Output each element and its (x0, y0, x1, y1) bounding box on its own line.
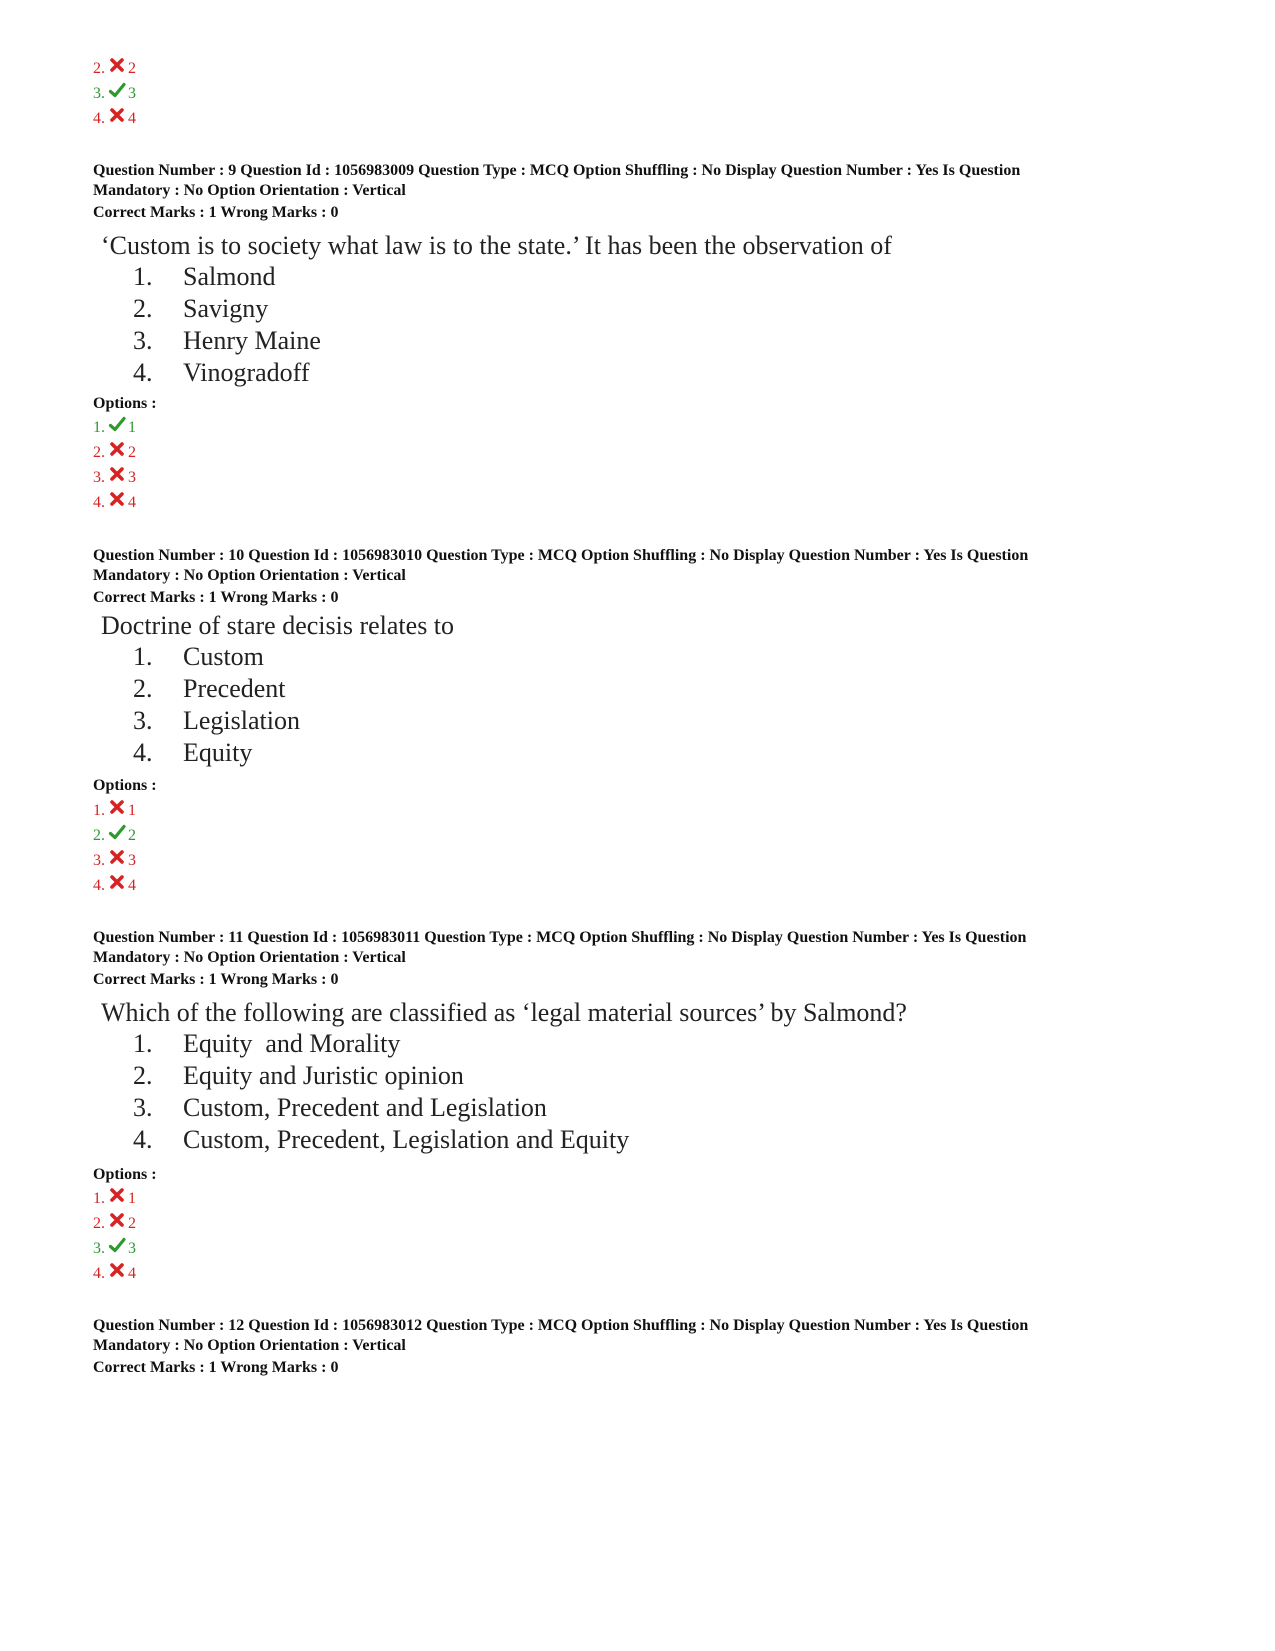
cross-icon (108, 1261, 126, 1279)
question-12-metadata (93, 1316, 1223, 1356)
option-value: 2 (128, 827, 136, 844)
option-number: 1. (93, 1190, 105, 1207)
option-item (93, 1261, 136, 1286)
option-value: 1 (128, 419, 136, 436)
choice-number: 3. (133, 1093, 153, 1122)
question-9-options (93, 415, 136, 515)
check-icon (108, 415, 126, 433)
choice-text: Legislation (183, 706, 300, 735)
option-item (93, 106, 136, 131)
choice-number: 4. (133, 358, 153, 387)
question-10-stem: Doctrine of stare decisis relates to (101, 611, 455, 640)
cross-icon (108, 873, 126, 891)
check-icon (108, 1236, 126, 1254)
choice-text: Custom, Precedent and Legislation (183, 1093, 547, 1122)
question-9-choices (133, 261, 321, 389)
option-value: 1 (128, 1190, 136, 1207)
check-icon (108, 81, 126, 99)
choice-text: Equity (183, 738, 253, 767)
question-9-marks: Correct Marks : 1 Wrong Marks : 0 (93, 204, 339, 221)
choice-item (133, 1028, 629, 1060)
option-value: 4 (128, 494, 136, 511)
choice-item (133, 293, 321, 325)
option-item (93, 798, 136, 823)
choice-item (133, 705, 300, 737)
option-item (93, 81, 136, 106)
option-item (93, 56, 136, 81)
question-10-options (93, 798, 136, 898)
choice-number: 2. (133, 1061, 153, 1090)
question-12-marks: Correct Marks : 1 Wrong Marks : 0 (93, 1359, 339, 1376)
choice-item (133, 641, 300, 673)
metadata-line: Mandatory : No Option Orientation : Vertical (93, 567, 406, 584)
question-9-stem: ‘Custom is to society what law is to the state.’ It has been the observation of (101, 231, 892, 260)
option-number: 1. (93, 419, 105, 436)
cross-icon (108, 465, 126, 483)
option-item (93, 465, 136, 490)
option-number: 1. (93, 802, 105, 819)
option-value: 2 (128, 1215, 136, 1232)
choice-item (133, 737, 300, 769)
choice-number: 2. (133, 674, 153, 703)
choice-item (133, 1092, 629, 1124)
choice-text: Custom (183, 642, 264, 671)
choice-text: Savigny (183, 294, 269, 323)
option-item (93, 415, 136, 440)
option-number: 3. (93, 469, 105, 486)
choice-item (133, 261, 321, 293)
option-number: 4. (93, 494, 105, 511)
cross-icon (108, 848, 126, 866)
cross-icon (108, 490, 126, 508)
cross-icon (108, 1211, 126, 1229)
option-item (93, 873, 136, 898)
option-number: 3. (93, 85, 105, 102)
cross-icon (108, 106, 126, 124)
metadata-line: Question Number : 12 Question Id : 1056983012 Question Type : MCQ Option Shuffling : No Display Question Number : Yes Is Question (93, 1317, 1029, 1334)
option-number: 4. (93, 1265, 105, 1282)
option-number: 3. (93, 852, 105, 869)
question-11-options-label: Options : (93, 1166, 157, 1183)
question-10-choices (133, 641, 300, 769)
question-10-marks: Correct Marks : 1 Wrong Marks : 0 (93, 589, 339, 606)
option-item (93, 490, 136, 515)
choice-text: Custom, Precedent, Legislation and Equity (183, 1125, 630, 1154)
choice-item (133, 1124, 629, 1156)
choice-text: Equity and Morality (183, 1029, 401, 1058)
option-item (93, 823, 136, 848)
question-11-marks: Correct Marks : 1 Wrong Marks : 0 (93, 971, 339, 988)
previous-question-options (93, 56, 136, 131)
cross-icon (108, 1186, 126, 1204)
check-icon (108, 823, 126, 841)
cross-icon (108, 798, 126, 816)
question-11-metadata (93, 928, 1223, 968)
choice-number: 3. (133, 326, 153, 355)
option-number: 2. (93, 444, 105, 461)
choice-text: Salmond (183, 262, 276, 291)
question-11-stem: Which of the following are classified as ‘legal material sources’ by Salmond? (101, 998, 907, 1027)
choice-text: Vinogradoff (183, 358, 310, 387)
question-9-options-label: Options : (93, 395, 157, 412)
metadata-line: Mandatory : No Option Orientation : Vertical (93, 1337, 406, 1354)
option-item (93, 848, 136, 873)
choice-item (133, 673, 300, 705)
option-value: 2 (128, 60, 136, 77)
option-number: 2. (93, 60, 105, 77)
option-value: 4 (128, 1265, 136, 1282)
option-number: 4. (93, 110, 105, 127)
question-10-options-label: Options : (93, 777, 157, 794)
question-11-options (93, 1186, 136, 1286)
choice-number: 3. (133, 706, 153, 735)
option-value: 2 (128, 444, 136, 461)
option-item (93, 1211, 136, 1236)
choice-text: Henry Maine (183, 326, 321, 355)
option-value: 4 (128, 110, 136, 127)
question-9-metadata (93, 161, 1223, 201)
option-value: 3 (128, 469, 136, 486)
option-number: 2. (93, 827, 105, 844)
choice-text: Precedent (183, 674, 286, 703)
choice-item (133, 325, 321, 357)
question-10-metadata (93, 546, 1223, 586)
choice-text: Equity and Juristic opinion (183, 1061, 464, 1090)
option-value: 3 (128, 852, 136, 869)
choice-number: 4. (133, 1125, 153, 1154)
metadata-line: Question Number : 9 Question Id : 1056983009 Question Type : MCQ Option Shuffling : No Display Question Number : Yes Is Question (93, 162, 1021, 179)
option-item (93, 1236, 136, 1261)
choice-number: 1. (133, 1029, 153, 1058)
metadata-line: Question Number : 10 Question Id : 1056983010 Question Type : MCQ Option Shuffling : No Display Question Number : Yes Is Question (93, 547, 1029, 564)
choice-item (133, 357, 321, 389)
option-number: 4. (93, 877, 105, 894)
metadata-line: Mandatory : No Option Orientation : Vertical (93, 949, 406, 966)
choice-number: 1. (133, 262, 153, 291)
question-11-choices (133, 1028, 629, 1156)
option-value: 3 (128, 85, 136, 102)
option-number: 2. (93, 1215, 105, 1232)
choice-item (133, 1060, 629, 1092)
option-item (93, 440, 136, 465)
choice-number: 2. (133, 294, 153, 323)
cross-icon (108, 56, 126, 74)
option-value: 3 (128, 1240, 136, 1257)
option-value: 4 (128, 877, 136, 894)
cross-icon (108, 440, 126, 458)
option-item (93, 1186, 136, 1211)
choice-number: 1. (133, 642, 153, 671)
option-number: 3. (93, 1240, 105, 1257)
choice-number: 4. (133, 738, 153, 767)
option-value: 1 (128, 802, 136, 819)
metadata-line: Mandatory : No Option Orientation : Vertical (93, 182, 406, 199)
metadata-line: Question Number : 11 Question Id : 1056983011 Question Type : MCQ Option Shuffling : No Display Question Number : Yes Is Question (93, 929, 1027, 946)
